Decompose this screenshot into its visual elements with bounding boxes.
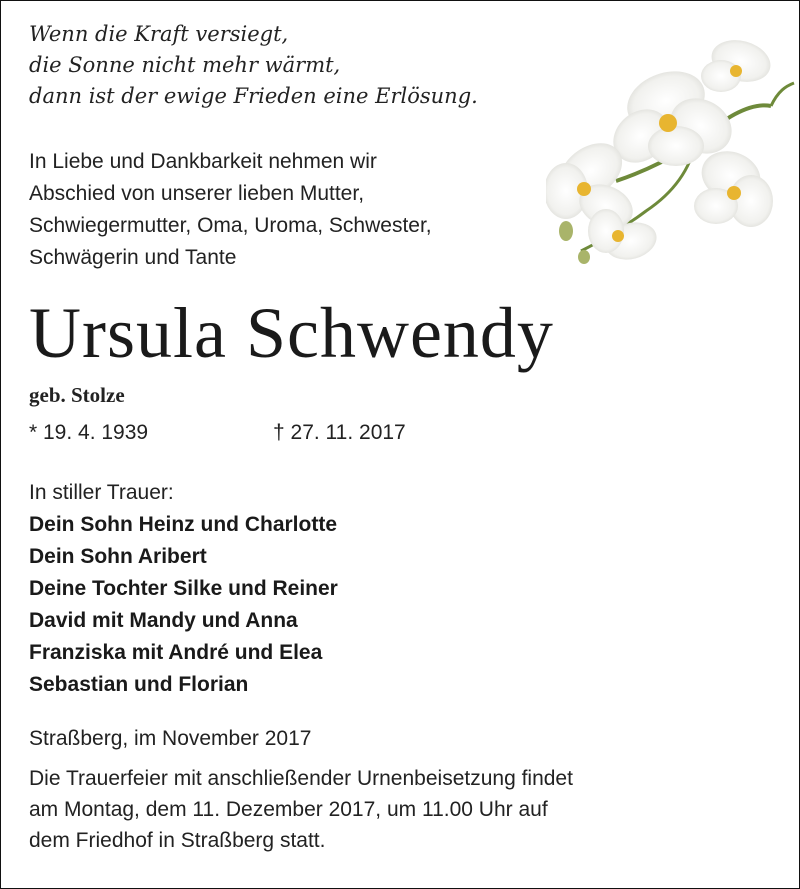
poem-line: dann ist der ewige Frieden eine Erlösung. — [29, 84, 478, 108]
orchid-flower-image — [546, 31, 796, 266]
intro-text — [29, 146, 432, 274]
poem-line: Wenn die Kraft versiegt, — [29, 22, 289, 46]
mourner-line: Franziska mit André und Elea — [29, 641, 323, 664]
poem — [29, 19, 478, 112]
mourners-list — [29, 509, 338, 701]
intro-line: Schwägerin und Tante — [29, 246, 237, 269]
mourner-line: Sebastian und Florian — [29, 673, 249, 696]
mourner-line: Deine Tochter Silke und Reiner — [29, 577, 338, 600]
poem-line: die Sonne nicht mehr wärmt, — [29, 53, 341, 77]
mourner-line: Dein Sohn Aribert — [29, 545, 207, 568]
place-and-date: Straßberg, im November 2017 — [29, 727, 312, 750]
mourners-label: In stiller Trauer: — [29, 481, 174, 504]
orchid-blossom — [701, 34, 775, 92]
orchid-blossom — [694, 143, 773, 227]
deceased-name: Ursula Schwendy — [29, 293, 554, 373]
birth-date: * 19. 4. 1939 — [29, 421, 149, 444]
mourner-line: David mit Mandy und Anna — [29, 609, 298, 632]
ceremony-info — [29, 763, 573, 856]
ceremony-line: Die Trauerfeier mit anschließender Urnenbeisetzung findet — [29, 767, 573, 790]
intro-line: Schwiegermutter, Oma, Uroma, Schwester, — [29, 214, 432, 237]
intro-line: In Liebe und Dankbarkeit nehmen wir — [29, 150, 377, 173]
mourner-line: Dein Sohn Heinz und Charlotte — [29, 513, 337, 536]
death-date: † 27. 11. 2017 — [273, 421, 406, 444]
ceremony-line: am Montag, dem 11. Dezember 2017, um 11.00 Uhr auf — [29, 798, 548, 821]
intro-line: Abschied von unserer lieben Mutter, — [29, 182, 365, 205]
ceremony-line: dem Friedhof in Straßberg statt. — [29, 829, 326, 852]
maiden-name: geb. Stolze — [29, 383, 125, 407]
